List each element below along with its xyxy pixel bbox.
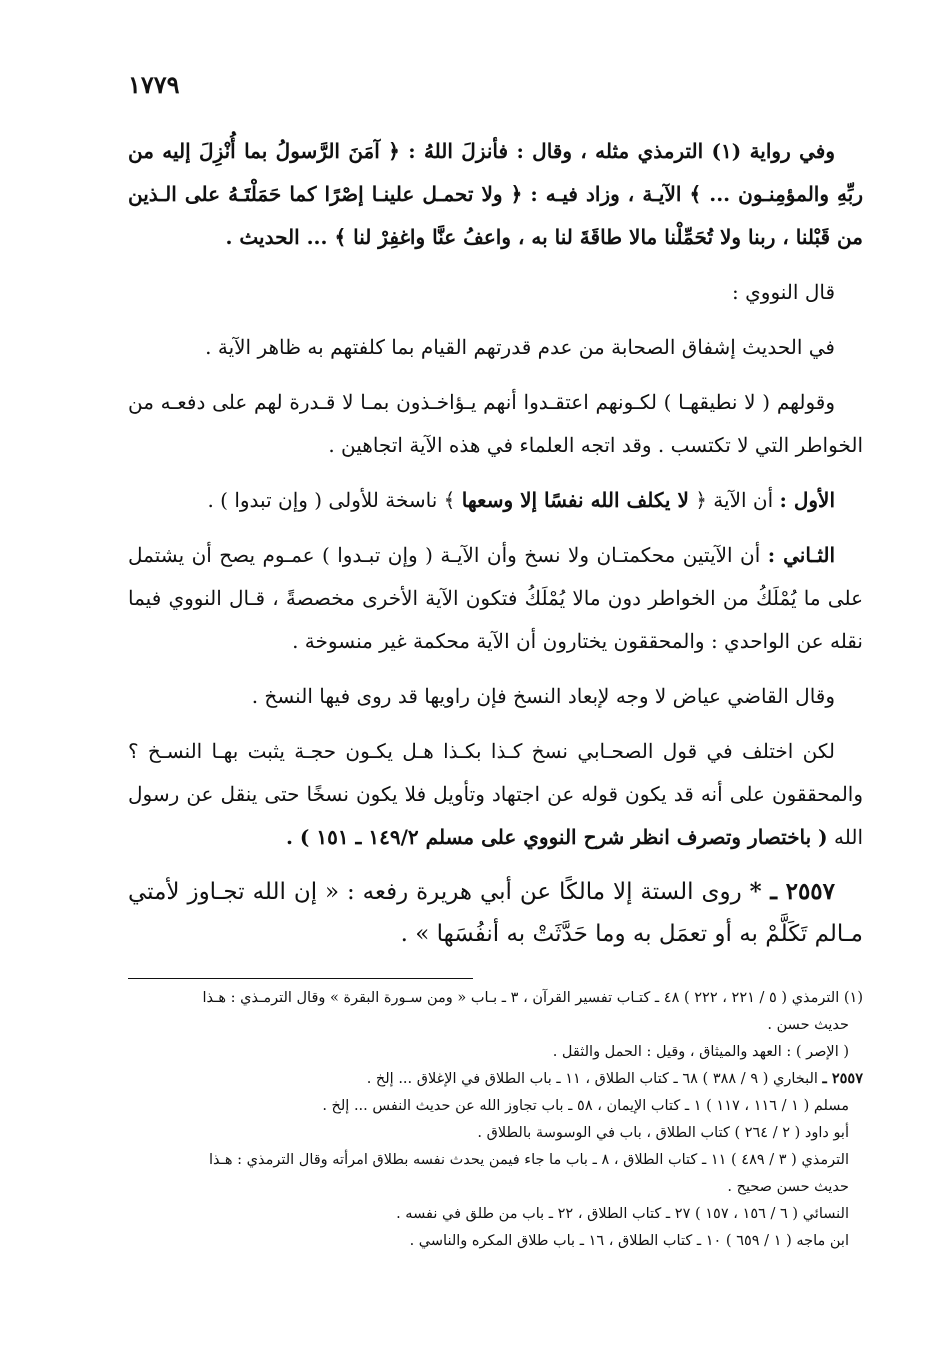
paragraph-tirmidhi-narration: وفي رواية (١) الترمذي مثله ، وقال : فأنزلَ اللهُ : ﴿ آمَنَ الرَّسولُ بما أُنْزِلَ إليه من ربِّهِ والمؤمِنـون ... ﴾ الآيـة ، وزاد فيـه : ﴿ ولا تحمـل علينـا إصْرًا كما حَمَلْتَـهُ على الـذين من قَبْلنا ، ربنا ولا تُحَمِّلْنا مالا طاقَةَ لنا به ، واعفُ عنَّا واغفِرْ لنا ﴾ ... الحديث . (128, 139, 863, 249)
sahabi-opinion-text: لكن اختلف في قول الصحـابي نسخ كـذا بكـذا هـل يكـون حجـة يثبت بهـا النسـخ ؟ والمحققون على أنه قد يكون قوله عن اجتهاد وتأويل فلا يكون نسخًا حتى ينقل عن رسول الله (128, 739, 863, 849)
main-text (128, 130, 863, 967)
footnote-2557-ibn-majah: ابن ماجه ( ١ / ٦٥٩ ) ١٠ ـ كتاب الطلاق ، ١٦ ـ باب طلاق المكره والناسي . (409, 1233, 849, 1249)
footnote-2557-abu-dawud: أبو داود ( ٢ / ٢٦٤ ) كتاب الطلاق ، باب في الوسوسة بالطلاق . (477, 1125, 849, 1141)
footnote-2557-muslim: مسلم ( ١ / ١١٦ ، ١١٧ ) ١ ـ كتاب الإيمان ، ٥٨ ـ باب تجاوز الله عن حديث النفس ... إلخ . (322, 1098, 849, 1114)
footnote-divider (128, 978, 473, 979)
footnote-1-line-1: (١) الترمذي ( ٥ / ٢٢١ ، ٢٢٢ ) ٤٨ ـ كتـاب تفسير القرآن ، ٣ ـ بـاب « ومن سـورة البقرة » وقال الترمـذي : هـذا (202, 990, 863, 1006)
second-view-label: الثـاني : (767, 543, 836, 567)
paragraph-sahabi-opinion (128, 730, 863, 859)
paragraph-qawluhum: وقولهم ( لا نطيقهـا ) لكـونهم اعتقـدوا أنهم يـؤاخـذون بمـا لا قـدرة لهم على دفعـه من الخواطر التي لا تكتسب . وقد اتجه العلماء في هذه الآية اتجاهين . (128, 390, 863, 457)
footnote-2557-tirmidhi-cont: حديث حسن صحيح . (727, 1179, 849, 1195)
hadith-2557 (128, 871, 863, 955)
hadith-number: ٢٥٥٧ ـ * (749, 878, 836, 905)
paragraph-second-view (128, 534, 863, 663)
page-number: ١٧٧٩ (128, 70, 180, 99)
footnote-2557-line-1 (128, 1067, 863, 1091)
footnote-1-line-2: حديث حسن . (767, 1017, 849, 1033)
footnote-2557-number: ٢٥٥٧ ـ (822, 1070, 863, 1087)
paragraph-nawawi-intro: قال النووي : (732, 280, 835, 304)
second-view-text: أن الآيتين محكمتـان ولا نسخ وأن الآيـة ( وإن تبـدوا ) عمـوم يصح أن يشتمل على ما يُمْلَكُ من الخواطر دون مالا يُمْلَكُ فتكون الآية الأخرى مخصصةً ، قـال النووي فيما نقله عن الواحدي : والمحققون يختارون أن الآية محكمة غير منسوخة . (128, 543, 863, 653)
footnotes (128, 986, 863, 1256)
footnote-2557-bukhari: البخاري ( ٩ / ٣٨٨ ) ٦٨ ـ كتاب الطلاق ، ١١ ـ باب الطلاق في الإغلاق ... إلخ . (366, 1071, 818, 1087)
footnote-2557-nasai: النسائي ( ٦ / ١٥٦ ، ١٥٧ ) ٢٧ ـ كتاب الطلاق ، ٢٢ ـ باب من طلق في نفسه . (396, 1206, 849, 1222)
paragraph-qadi-iyad: وقال القاضي عياض لا وجه لإبعاد النسخ فإن راويها قد روى فيها النسخ . (251, 684, 835, 708)
paragraph-sahaba-concern: في الحديث إشفاق الصحابة من عدم قدرتهم القيام بما كلفتهم به ظاهر الآية . (205, 335, 835, 359)
hadith-text: روى الستة إلا مالكًا عن أبي هريرة رفعه : « إن الله تجـاوز لأمتي مـالم تَكَلَّمْ به أو تعمَل به وما حَدَّثَتْ به أنفُسَها » . (128, 879, 863, 947)
paragraph-first-view (128, 479, 863, 522)
footnote-1-line-3: ( الإصر ) : العهد والميثاق ، وقيل : الحمل والثقل . (552, 1044, 849, 1060)
first-view-text-a: أن الآية ﴿ (695, 488, 774, 512)
footnote-2557-tirmidhi: الترمذي ( ٣ / ٤٨٩ ) ١١ ـ كتاب الطلاق ، ٨ ـ باب ما جاء فيمن يحدث نفسه بطلاق امرأته وقال الترمذي : هـذا (208, 1152, 849, 1168)
first-view-quote: لا يكلف الله نفسًا إلا وسعها (461, 488, 689, 512)
sahabi-opinion-reference: ( باختصار وتصرف انظر شرح النووي على مسلم ١٤٩/٢ ـ ١٥١ ) . (286, 825, 828, 849)
first-view-label: الأول : (779, 488, 835, 512)
first-view-text-b: ﴾ ناسخة للأولى ( وإن تبدوا ) . (207, 488, 456, 512)
